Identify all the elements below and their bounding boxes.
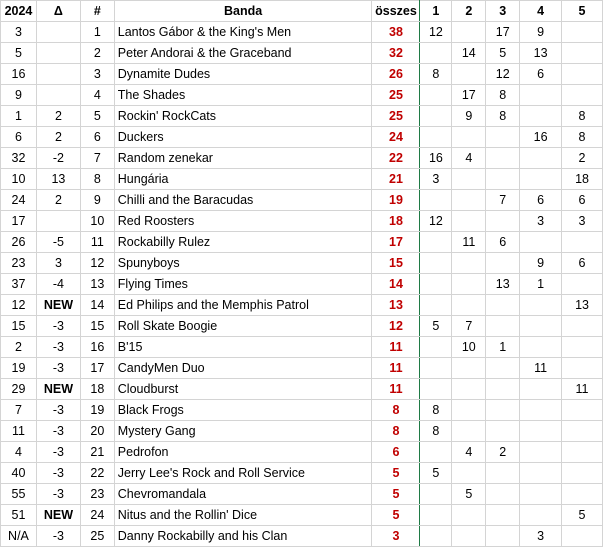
round-4-cell (520, 148, 562, 169)
round-3-cell: 17 (486, 22, 520, 43)
rank-cell: 9 (80, 190, 114, 211)
delta-cell (36, 22, 80, 43)
round-4-cell (520, 316, 562, 337)
rank-cell: 10 (80, 211, 114, 232)
prev-year-cell: 37 (1, 274, 37, 295)
round-4-cell: 16 (520, 127, 562, 148)
round-1-cell (420, 127, 452, 148)
table-row (1, 295, 603, 316)
round-2-cell (452, 358, 486, 379)
round-2-cell: 9 (452, 106, 486, 127)
total-score-cell: 11 (372, 379, 420, 400)
table-row (1, 484, 603, 505)
round-4-cell (520, 379, 562, 400)
band-name-cell: Mystery Gang (114, 421, 372, 442)
round-1-cell (420, 106, 452, 127)
band-name-cell: CandyMen Duo (114, 358, 372, 379)
table-row (1, 274, 603, 295)
round-1-cell (420, 85, 452, 106)
round-2-cell (452, 505, 486, 526)
band-name-cell: B'15 (114, 337, 372, 358)
total-score-cell: 26 (372, 64, 420, 85)
round-3-cell: 8 (486, 85, 520, 106)
rank-cell: 8 (80, 169, 114, 190)
table-row (1, 127, 603, 148)
round-3-cell (486, 253, 520, 274)
round-3-cell (486, 169, 520, 190)
round-4-cell: 9 (520, 22, 562, 43)
band-name-cell: Chevromandala (114, 484, 372, 505)
total-score-cell: 11 (372, 358, 420, 379)
round-1-cell (420, 337, 452, 358)
total-score-cell: 18 (372, 211, 420, 232)
round-4-cell: 3 (520, 526, 562, 547)
table-row (1, 316, 603, 337)
band-name-cell: Nitus and the Rollin' Dice (114, 505, 372, 526)
round-1-cell (420, 505, 452, 526)
table-row (1, 22, 603, 43)
table-row (1, 169, 603, 190)
round-3-cell (486, 295, 520, 316)
header-round-1: 1 (420, 1, 452, 22)
delta-cell: -3 (36, 337, 80, 358)
round-2-cell (452, 526, 486, 547)
total-score-cell: 13 (372, 295, 420, 316)
round-1-cell (420, 274, 452, 295)
round-5-cell (562, 484, 603, 505)
round-2-cell: 17 (452, 85, 486, 106)
round-5-cell (562, 400, 603, 421)
round-2-cell: 4 (452, 442, 486, 463)
band-name-cell: Rockin' RockCats (114, 106, 372, 127)
round-2-cell (452, 22, 486, 43)
round-1-cell (420, 232, 452, 253)
round-3-cell (486, 127, 520, 148)
delta-cell: NEW (36, 505, 80, 526)
band-name-cell: Pedrofon (114, 442, 372, 463)
prev-year-cell: 4 (1, 442, 37, 463)
round-5-cell (562, 22, 603, 43)
delta-cell: NEW (36, 295, 80, 316)
round-2-cell: 7 (452, 316, 486, 337)
delta-cell: -3 (36, 463, 80, 484)
round-4-cell (520, 85, 562, 106)
rank-cell: 19 (80, 400, 114, 421)
round-5-cell: 5 (562, 505, 603, 526)
rank-cell: 16 (80, 337, 114, 358)
rank-cell: 6 (80, 127, 114, 148)
round-5-cell (562, 358, 603, 379)
round-2-cell (452, 400, 486, 421)
prev-year-cell: 7 (1, 400, 37, 421)
table-row (1, 253, 603, 274)
rank-cell: 21 (80, 442, 114, 463)
round-2-cell (452, 274, 486, 295)
rank-cell: 1 (80, 22, 114, 43)
round-1-cell (420, 43, 452, 64)
band-name-cell: Roll Skate Boogie (114, 316, 372, 337)
delta-cell: 2 (36, 190, 80, 211)
delta-cell: NEW (36, 379, 80, 400)
round-5-cell (562, 64, 603, 85)
table-row (1, 106, 603, 127)
delta-cell: -3 (36, 400, 80, 421)
round-2-cell: 4 (452, 148, 486, 169)
round-3-cell (486, 148, 520, 169)
round-3-cell (486, 400, 520, 421)
rank-cell: 14 (80, 295, 114, 316)
prev-year-cell: 16 (1, 64, 37, 85)
round-2-cell: 11 (452, 232, 486, 253)
round-5-cell (562, 274, 603, 295)
delta-cell (36, 211, 80, 232)
header-delta: Δ (36, 1, 80, 22)
total-score-cell: 8 (372, 400, 420, 421)
rank-cell: 5 (80, 106, 114, 127)
rank-cell: 23 (80, 484, 114, 505)
table-row (1, 232, 603, 253)
prev-year-cell: 11 (1, 421, 37, 442)
round-1-cell: 8 (420, 64, 452, 85)
delta-cell: -3 (36, 484, 80, 505)
round-3-cell (486, 505, 520, 526)
rank-cell: 13 (80, 274, 114, 295)
rank-cell: 24 (80, 505, 114, 526)
delta-cell: -3 (36, 358, 80, 379)
round-3-cell: 2 (486, 442, 520, 463)
round-3-cell (486, 316, 520, 337)
prev-year-cell: 3 (1, 22, 37, 43)
prev-year-cell: 51 (1, 505, 37, 526)
prev-year-cell: 6 (1, 127, 37, 148)
round-1-cell (420, 253, 452, 274)
round-4-cell (520, 463, 562, 484)
rank-cell: 12 (80, 253, 114, 274)
table-row (1, 421, 603, 442)
total-score-cell: 24 (372, 127, 420, 148)
rank-cell: 11 (80, 232, 114, 253)
round-1-cell: 8 (420, 400, 452, 421)
band-name-cell: Cloudburst (114, 379, 372, 400)
round-5-cell: 6 (562, 253, 603, 274)
round-4-cell: 3 (520, 211, 562, 232)
round-5-cell: 6 (562, 190, 603, 211)
delta-cell: -3 (36, 316, 80, 337)
round-2-cell (452, 211, 486, 232)
band-name-cell: Danny Rockabilly and his Clan (114, 526, 372, 547)
prev-year-cell: 23 (1, 253, 37, 274)
table-row (1, 400, 603, 421)
round-5-cell: 3 (562, 211, 603, 232)
band-name-cell: Hungária (114, 169, 372, 190)
round-2-cell: 14 (452, 43, 486, 64)
total-score-cell: 6 (372, 442, 420, 463)
prev-year-cell: 12 (1, 295, 37, 316)
prev-year-cell: 24 (1, 190, 37, 211)
round-5-cell: 11 (562, 379, 603, 400)
delta-cell (36, 85, 80, 106)
round-1-cell (420, 358, 452, 379)
total-score-cell: 25 (372, 106, 420, 127)
rank-cell: 4 (80, 85, 114, 106)
rank-cell: 15 (80, 316, 114, 337)
round-1-cell: 5 (420, 316, 452, 337)
rank-cell: 22 (80, 463, 114, 484)
total-score-cell: 38 (372, 22, 420, 43)
table-row (1, 190, 603, 211)
round-4-cell (520, 337, 562, 358)
round-5-cell: 13 (562, 295, 603, 316)
round-1-cell (420, 295, 452, 316)
band-name-cell: Spunyboys (114, 253, 372, 274)
round-3-cell (486, 463, 520, 484)
round-3-cell: 6 (486, 232, 520, 253)
round-1-cell: 3 (420, 169, 452, 190)
round-1-cell: 12 (420, 211, 452, 232)
band-name-cell: Rockabilly Rulez (114, 232, 372, 253)
round-5-cell (562, 442, 603, 463)
total-score-cell: 5 (372, 463, 420, 484)
table-row (1, 337, 603, 358)
round-1-cell (420, 484, 452, 505)
prev-year-cell: 26 (1, 232, 37, 253)
round-5-cell (562, 43, 603, 64)
prev-year-cell: 29 (1, 379, 37, 400)
round-2-cell (452, 169, 486, 190)
round-3-cell: 8 (486, 106, 520, 127)
table-row (1, 379, 603, 400)
header-round-4: 4 (520, 1, 562, 22)
prev-year-cell: 19 (1, 358, 37, 379)
round-2-cell (452, 253, 486, 274)
round-3-cell (486, 421, 520, 442)
rank-cell: 7 (80, 148, 114, 169)
round-1-cell: 12 (420, 22, 452, 43)
prev-year-cell: 1 (1, 106, 37, 127)
prev-year-cell: 32 (1, 148, 37, 169)
delta-cell: 13 (36, 169, 80, 190)
table-row (1, 85, 603, 106)
round-4-cell (520, 295, 562, 316)
round-5-cell (562, 463, 603, 484)
round-5-cell (562, 316, 603, 337)
header-band: Banda (114, 1, 372, 22)
table-row (1, 211, 603, 232)
total-score-cell: 32 (372, 43, 420, 64)
prev-year-cell: 55 (1, 484, 37, 505)
round-5-cell (562, 421, 603, 442)
round-4-cell: 1 (520, 274, 562, 295)
delta-cell: -4 (36, 274, 80, 295)
band-name-cell: Peter Andorai & the Graceband (114, 43, 372, 64)
total-score-cell: 5 (372, 505, 420, 526)
round-3-cell: 7 (486, 190, 520, 211)
round-4-cell (520, 421, 562, 442)
prev-year-cell: N/A (1, 526, 37, 547)
round-4-cell (520, 442, 562, 463)
band-name-cell: The Shades (114, 85, 372, 106)
delta-cell: -2 (36, 148, 80, 169)
band-name-cell: Random zenekar (114, 148, 372, 169)
delta-cell: 3 (36, 253, 80, 274)
round-5-cell: 8 (562, 127, 603, 148)
round-2-cell (452, 64, 486, 85)
round-1-cell: 8 (420, 421, 452, 442)
round-4-cell: 11 (520, 358, 562, 379)
round-3-cell: 5 (486, 43, 520, 64)
round-2-cell: 10 (452, 337, 486, 358)
header-prev-year: 2024 (1, 1, 37, 22)
prev-year-cell: 5 (1, 43, 37, 64)
total-score-cell: 5 (372, 484, 420, 505)
round-4-cell (520, 232, 562, 253)
round-5-cell (562, 85, 603, 106)
round-4-cell: 13 (520, 43, 562, 64)
total-score-cell: 19 (372, 190, 420, 211)
round-3-cell (486, 379, 520, 400)
round-1-cell (420, 526, 452, 547)
round-4-cell: 9 (520, 253, 562, 274)
round-5-cell: 2 (562, 148, 603, 169)
band-name-cell: Lantos Gábor & the King's Men (114, 22, 372, 43)
rank-cell: 25 (80, 526, 114, 547)
total-score-cell: 11 (372, 337, 420, 358)
delta-cell (36, 64, 80, 85)
round-2-cell (452, 463, 486, 484)
round-4-cell (520, 484, 562, 505)
round-2-cell (452, 421, 486, 442)
round-3-cell (486, 358, 520, 379)
table-row (1, 526, 603, 547)
header-rank: # (80, 1, 114, 22)
header-round-3: 3 (486, 1, 520, 22)
round-5-cell: 18 (562, 169, 603, 190)
band-name-cell: Dynamite Dudes (114, 64, 372, 85)
round-3-cell: 13 (486, 274, 520, 295)
delta-cell: -3 (36, 442, 80, 463)
band-name-cell: Chilli and the Baracudas (114, 190, 372, 211)
ranking-rows (1, 22, 603, 547)
table-row (1, 148, 603, 169)
delta-cell: 2 (36, 127, 80, 148)
prev-year-cell: 10 (1, 169, 37, 190)
table-row (1, 463, 603, 484)
round-2-cell (452, 295, 486, 316)
round-3-cell (486, 484, 520, 505)
band-name-cell: Red Roosters (114, 211, 372, 232)
round-5-cell (562, 337, 603, 358)
band-name-cell: Duckers (114, 127, 372, 148)
rank-cell: 17 (80, 358, 114, 379)
table-row (1, 64, 603, 85)
prev-year-cell: 17 (1, 211, 37, 232)
band-name-cell: Flying Times (114, 274, 372, 295)
round-3-cell: 1 (486, 337, 520, 358)
delta-cell: -3 (36, 421, 80, 442)
total-score-cell: 17 (372, 232, 420, 253)
delta-cell: -5 (36, 232, 80, 253)
round-1-cell: 16 (420, 148, 452, 169)
header-total: összes (372, 1, 420, 22)
table-row (1, 358, 603, 379)
round-2-cell: 5 (452, 484, 486, 505)
total-score-cell: 8 (372, 421, 420, 442)
rank-cell: 18 (80, 379, 114, 400)
band-name-cell: Jerry Lee's Rock and Roll Service (114, 463, 372, 484)
rank-cell: 20 (80, 421, 114, 442)
round-2-cell (452, 190, 486, 211)
prev-year-cell: 9 (1, 85, 37, 106)
round-1-cell (420, 190, 452, 211)
total-score-cell: 14 (372, 274, 420, 295)
round-4-cell (520, 106, 562, 127)
delta-cell: -3 (36, 526, 80, 547)
round-3-cell (486, 211, 520, 232)
header-row (1, 1, 603, 22)
total-score-cell: 22 (372, 148, 420, 169)
round-2-cell (452, 379, 486, 400)
round-5-cell (562, 232, 603, 253)
round-4-cell: 6 (520, 64, 562, 85)
total-score-cell: 15 (372, 253, 420, 274)
round-3-cell (486, 526, 520, 547)
table-row (1, 43, 603, 64)
prev-year-cell: 2 (1, 337, 37, 358)
header-round-5: 5 (562, 1, 603, 22)
round-1-cell (420, 379, 452, 400)
rank-cell: 3 (80, 64, 114, 85)
rank-cell: 2 (80, 43, 114, 64)
round-1-cell: 5 (420, 463, 452, 484)
delta-cell: 2 (36, 106, 80, 127)
round-4-cell (520, 400, 562, 421)
total-score-cell: 12 (372, 316, 420, 337)
prev-year-cell: 15 (1, 316, 37, 337)
prev-year-cell: 40 (1, 463, 37, 484)
band-name-cell: Ed Philips and the Memphis Patrol (114, 295, 372, 316)
round-2-cell (452, 127, 486, 148)
round-4-cell (520, 505, 562, 526)
total-score-cell: 25 (372, 85, 420, 106)
band-name-cell: Black Frogs (114, 400, 372, 421)
round-4-cell: 6 (520, 190, 562, 211)
round-3-cell: 12 (486, 64, 520, 85)
round-5-cell (562, 526, 603, 547)
round-4-cell (520, 169, 562, 190)
total-score-cell: 3 (372, 526, 420, 547)
total-score-cell: 21 (372, 169, 420, 190)
table-row (1, 505, 603, 526)
round-5-cell: 8 (562, 106, 603, 127)
table-row (1, 442, 603, 463)
round-1-cell (420, 442, 452, 463)
delta-cell (36, 43, 80, 64)
header-round-2: 2 (452, 1, 486, 22)
